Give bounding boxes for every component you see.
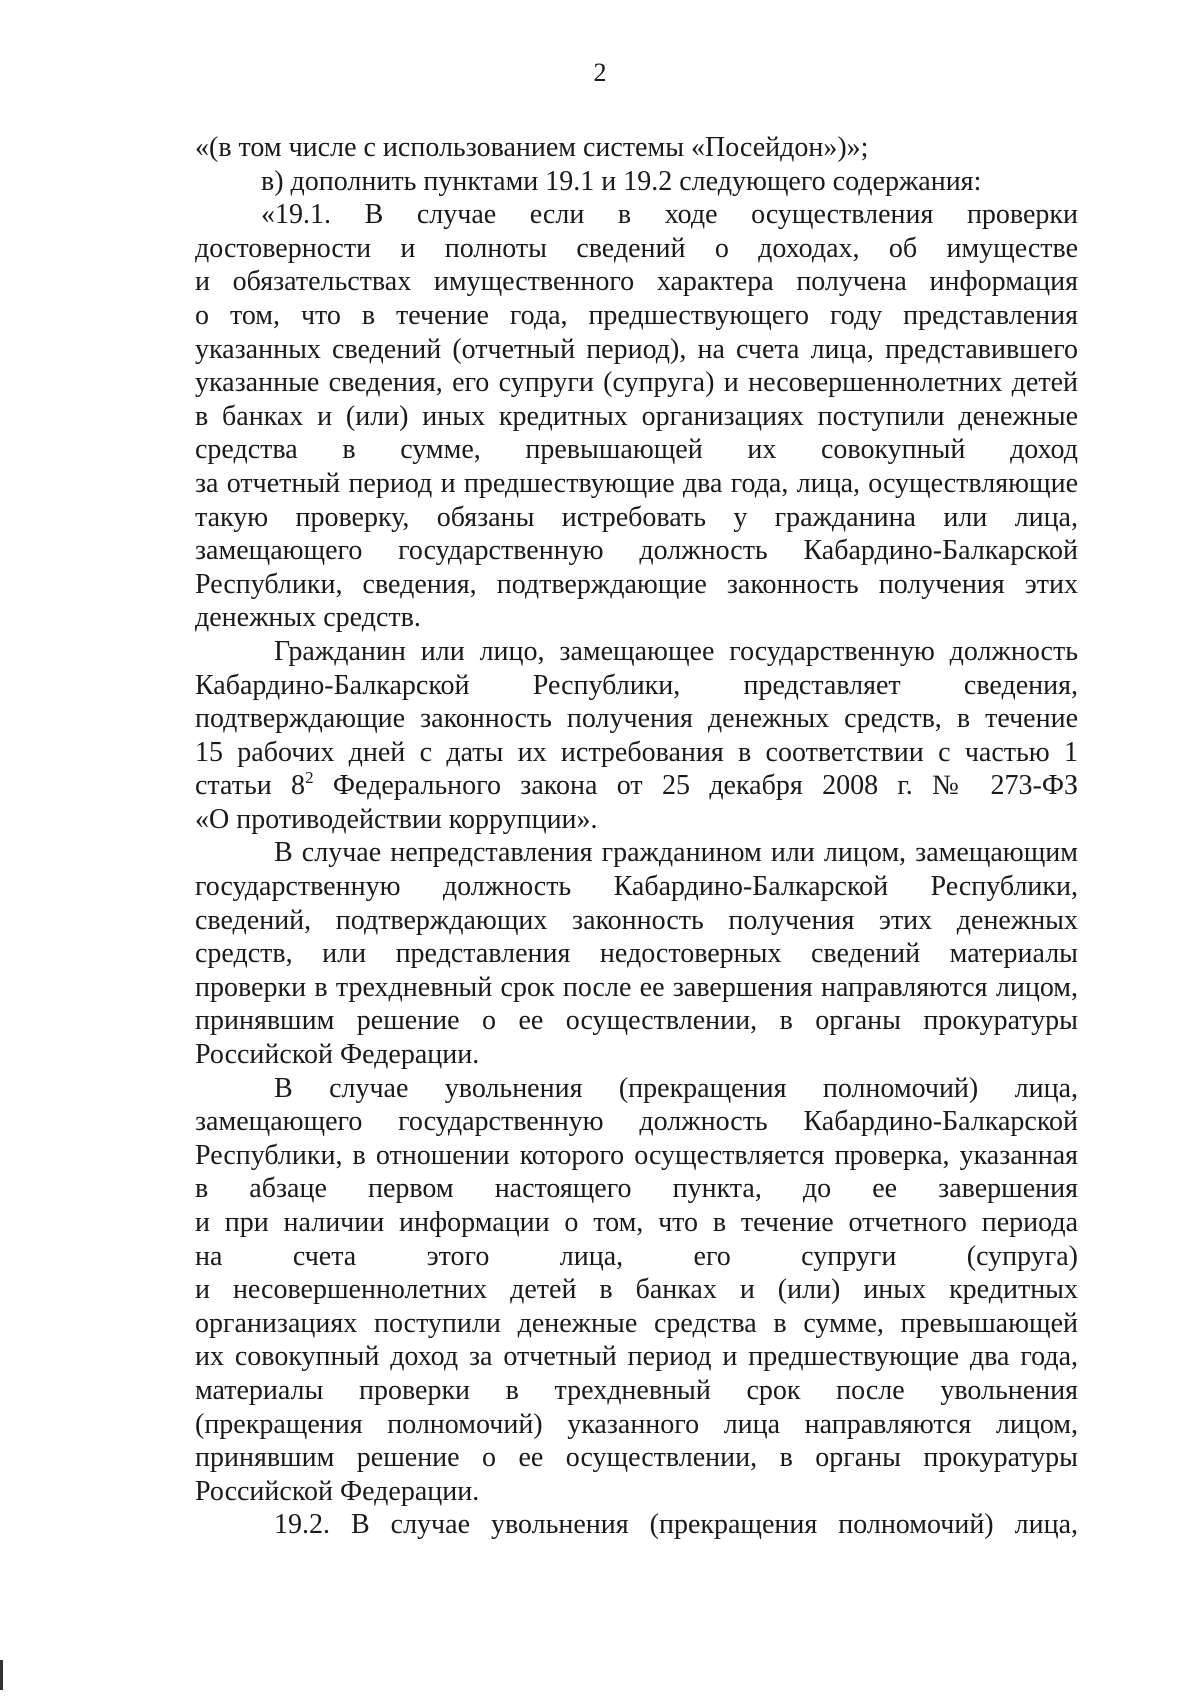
text-line: Российской Федерации. (195, 1039, 480, 1071)
text-line: и при наличии информации о том, что в течение отчетного периода (195, 1207, 1078, 1238)
text-line: в абзаце первом настоящего пункта, до ее завершения (195, 1173, 1078, 1205)
document-body (195, 131, 1078, 1542)
text-line: проверки в трехдневный срок после ее завершения направляются лицом, (195, 971, 1078, 1003)
text-line: их совокупный доход за отчетный период и предшествующие два года, (195, 1341, 1078, 1373)
text-line: В случае увольнения (прекращения полномочий) лица, (274, 1072, 1078, 1104)
text-line: о том, что в течение года, предшествующего году представления (195, 299, 1078, 331)
text-line: денежных средств. (195, 602, 421, 634)
text-line (195, 769, 1078, 803)
text-line: сведений, подтверждающих законность получения этих денежных (195, 904, 1078, 936)
text-line: государственную должность Кабардино-Балкарской Республики, (195, 871, 1078, 903)
text-line: Российской Федерации. (195, 1475, 480, 1507)
text-line: В случае непредставления гражданином или лицом, замещающим (274, 837, 1078, 869)
text-line: за отчетный период и предшествующие два года, лица, осуществляющие (195, 467, 1078, 499)
text-line: на счета этого лица, его супруги (супруга) (195, 1240, 1078, 1272)
text-line: подтверждающие законность получения денежных средств, в течение (195, 703, 1078, 735)
text-line: средства в сумме, превышающей их совокупный доход (195, 434, 1078, 466)
text-line: указанных сведений (отчетный период), на счета лица, представившего (195, 333, 1078, 365)
text-fragment: Федерального закона от 25 декабря 2008 г. № 273-ФЗ (313, 770, 1078, 802)
text-line: Кабардино-Балкарской Республики, представляет сведения, (195, 669, 1078, 701)
text-line: замещающего государственную должность Кабардино-Балкарской (195, 1106, 1078, 1138)
text-fragment: статьи 8 (195, 770, 306, 802)
text-line: такую проверку, обязаны истребовать у гражданина или лица, (195, 501, 1078, 533)
text-line: указанные сведения, его супруги (супруга) и несовершеннолетних детей (195, 367, 1078, 399)
text-line: замещающего государственную должность Кабардино-Балкарской (195, 535, 1078, 567)
page-number: 2 (593, 58, 607, 87)
text-line: (прекращения полномочий) указанного лица направляются лицом, (195, 1408, 1078, 1440)
text-line: 15 рабочих дней с даты их истребования в соответствии с частью 1 (195, 736, 1078, 768)
text-line: и несовершеннолетних детей в банках и (или) иных кредитных (195, 1274, 1078, 1306)
text-line: 19.2. В случае увольнения (прекращения полномочий) лица, (274, 1509, 1078, 1541)
scan-edge-mark (0, 1660, 3, 1690)
superscript: 2 (305, 768, 314, 788)
text-line: Гражданин или лицо, замещающее государственную должность (274, 635, 1078, 667)
text-line: «О противодействии коррупции». (195, 803, 598, 835)
text-line: материалы проверки в трехдневный срок после увольнения (195, 1374, 1078, 1406)
text-line: в) дополнить пунктами 19.1 и 19.2 следующего содержания: (261, 165, 982, 197)
text-line: средств, или представления недостоверных сведений материалы (195, 938, 1078, 970)
text-line: организациях поступили денежные средства в сумме, превышающей (195, 1307, 1078, 1339)
text-line: принявшим решение о ее осуществлении, в органы прокуратуры (195, 1442, 1078, 1474)
text-line: принявшим решение о ее осуществлении, в органы прокуратуры (195, 1005, 1078, 1037)
text-line: «19.1. В случае если в ходе осуществления проверки (261, 199, 1078, 231)
text-line: Республики, в отношении которого осуществляется проверка, указанная (195, 1139, 1078, 1171)
text-line: и обязательствах имущественного характера получена информация (195, 266, 1078, 298)
text-line: Республики, сведения, подтверждающие законность получения этих (195, 568, 1078, 600)
text-line: достоверности и полноты сведений о доходах, об имуществе (195, 232, 1078, 264)
text-line: «(в том числе с использованием системы «Посейдон»)»; (195, 132, 869, 163)
text-line: в банках и (или) иных кредитных организациях поступили денежные (195, 400, 1078, 432)
